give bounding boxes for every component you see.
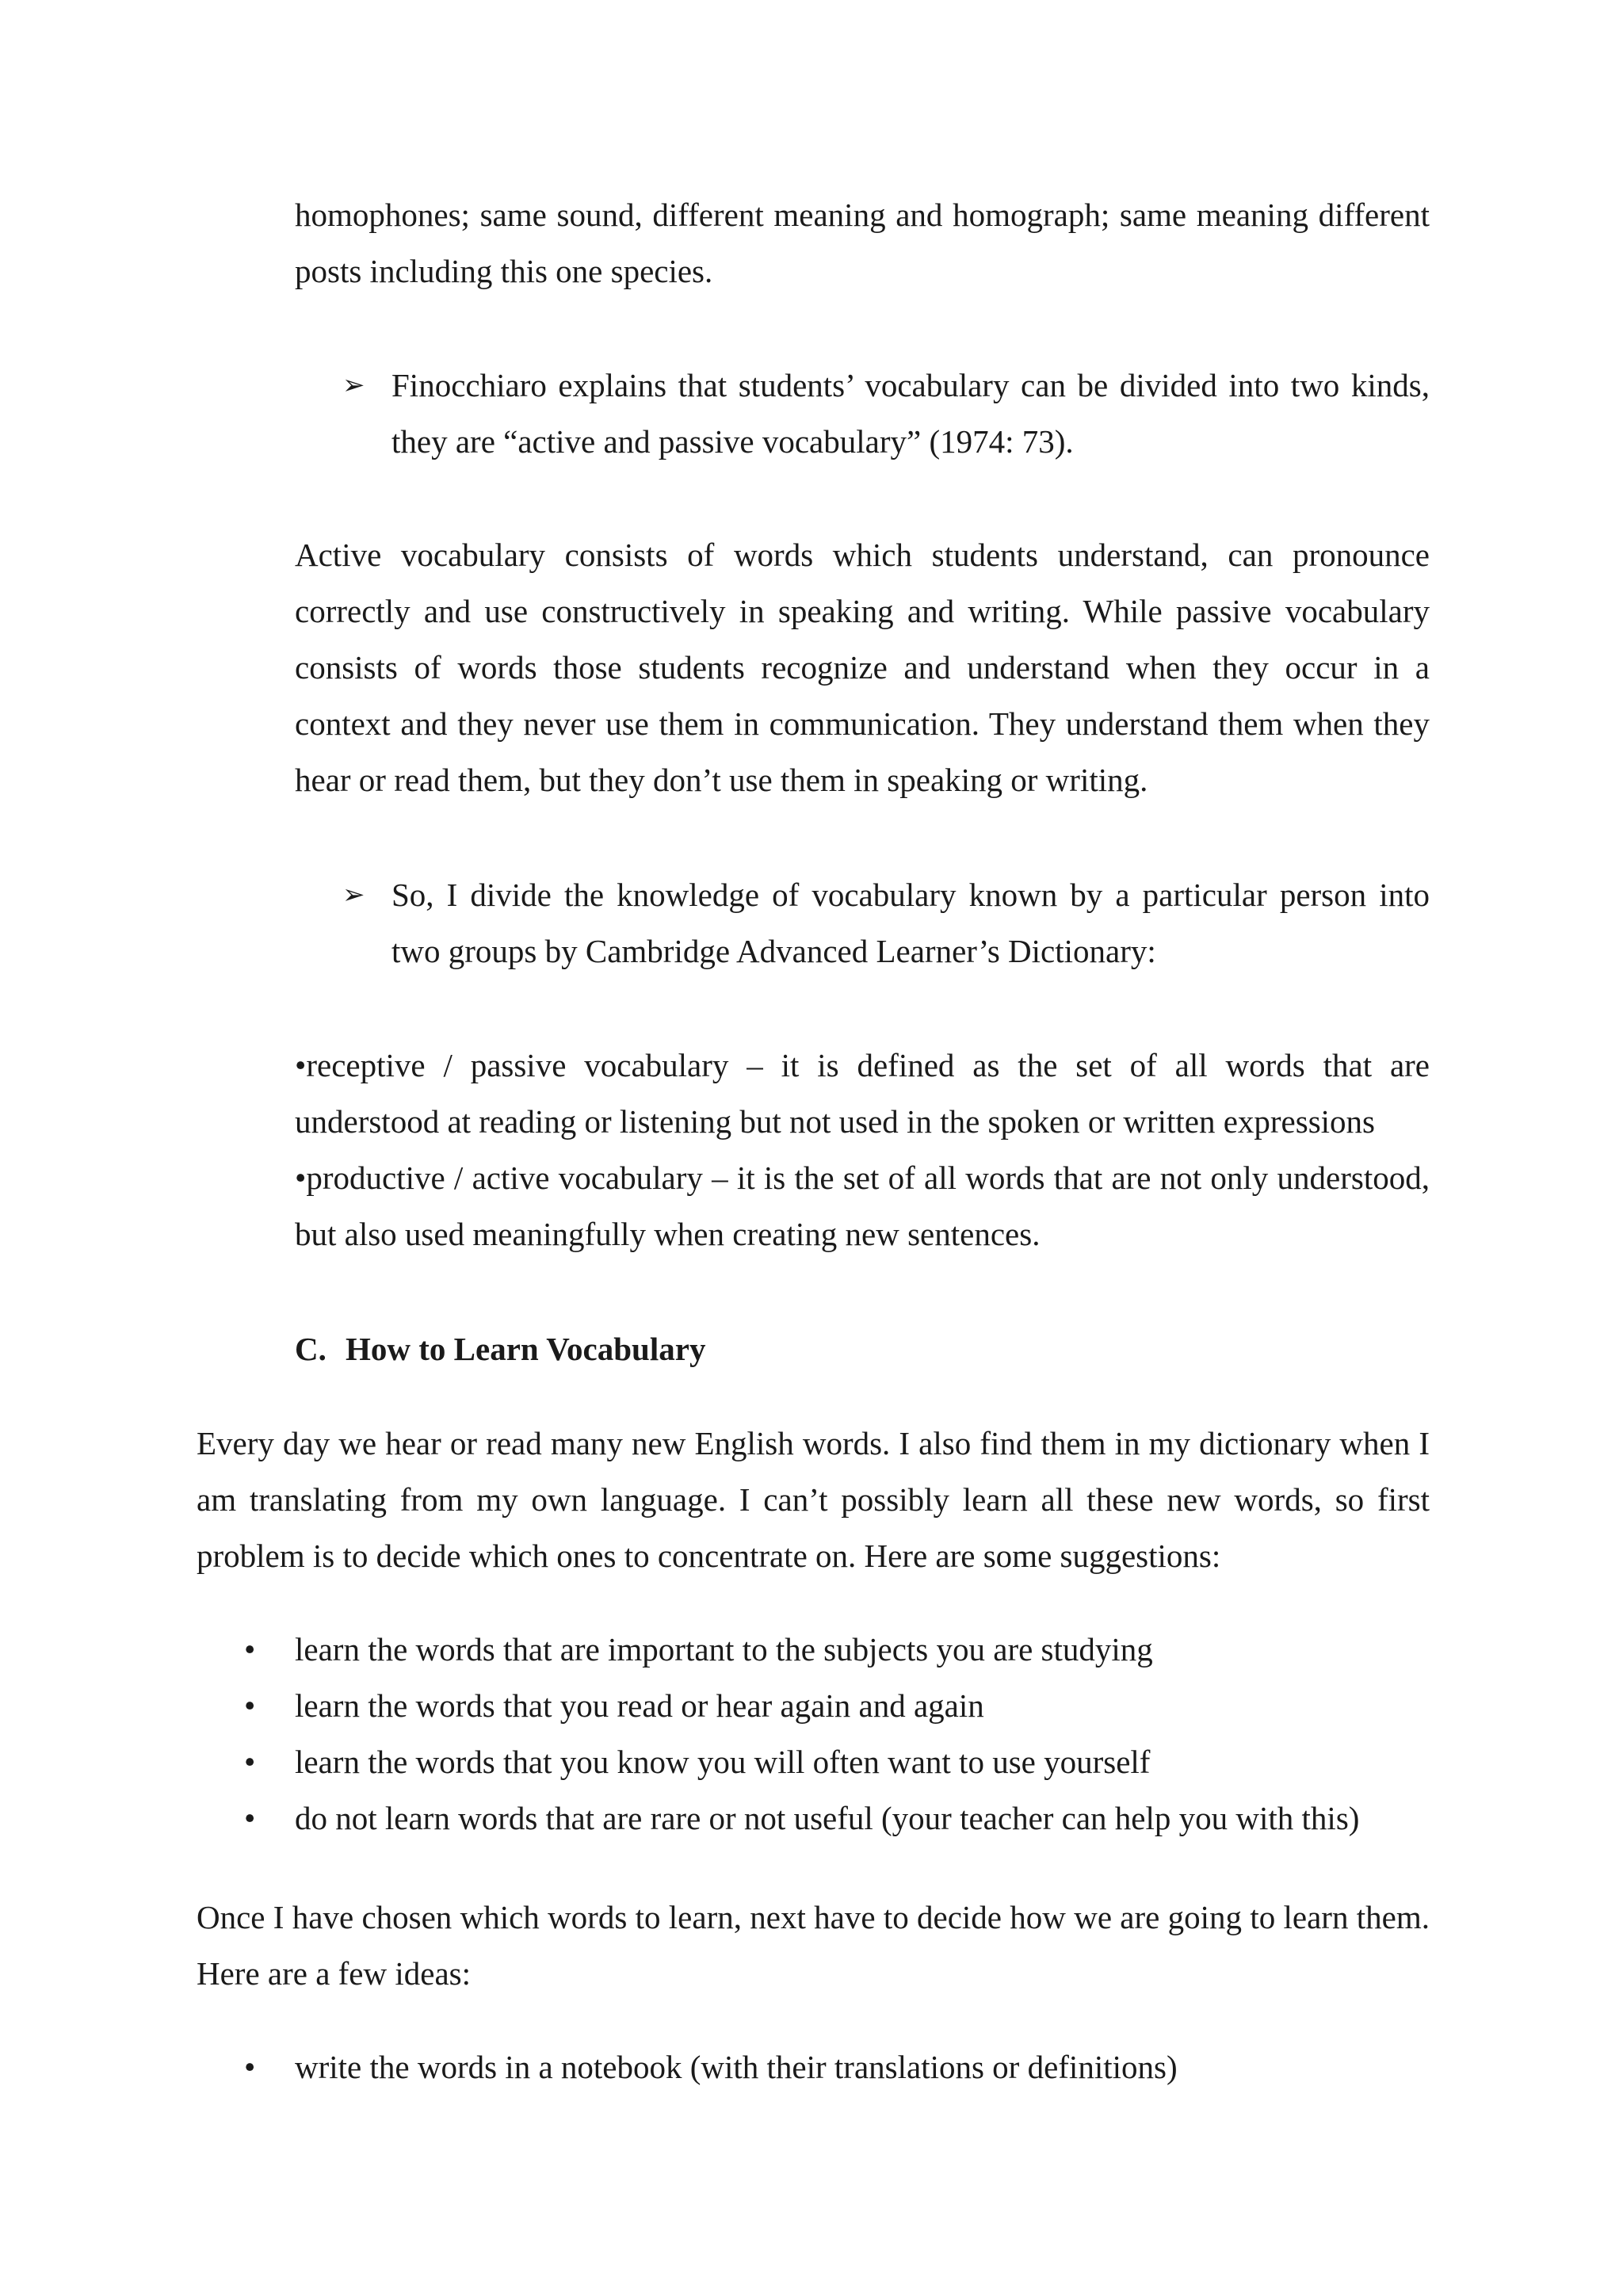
section-heading <box>295 1321 1430 1377</box>
section-heading-text: How to Learn Vocabulary <box>346 1331 706 1367</box>
bullet-icon: • <box>244 1687 256 1724</box>
arrow-list-item <box>342 867 1430 980</box>
suggestions-list <box>197 1622 1430 1847</box>
arrow-bullet-icon: ➢ <box>342 879 365 911</box>
active-vocabulary-paragraph: Active vocabulary consists of words which students understand, can pronounce correctly and use constructively in speaking and writing. While passive vocabulary consists of words those students recognize and understand when they occur in a context and they never use them in communication. They understand them when they hear or read them, but they don’t use them in speaking or writing. <box>295 537 1430 798</box>
bullet-icon: • <box>244 1744 256 1780</box>
once-paragraph: Once I have chosen which words to learn, next have to decide how we are going to learn them. Here are a few ideas: <box>197 1899 1430 1992</box>
list-item-text: learn the words that are important to the subjects you are studying <box>295 1631 1153 1668</box>
list-item-text: do not learn words that are rare or not useful (your teacher can help you with this) <box>295 1800 1360 1836</box>
list-item <box>197 1622 1430 1678</box>
bullet-icon: • <box>244 1800 256 1836</box>
list-item <box>197 2039 1430 2095</box>
list-item-text: learn the words that you read or hear again and again <box>295 1687 984 1724</box>
list-item <box>197 1734 1430 1790</box>
arrow-bullet-icon: ➢ <box>342 369 365 401</box>
arrow-item-text: So, I divide the knowledge of vocabulary known by a particular person into two groups by Cambridge Advanced Learner’s Dictionary: <box>391 877 1430 969</box>
list-item <box>197 1790 1430 1847</box>
list-item <box>197 1678 1430 1734</box>
vocabulary-kinds <box>295 1037 1430 1263</box>
continuation-paragraph: homophones; same sound, different meaning and homograph; same meaning different posts including this one species. <box>295 197 1430 289</box>
bullet-icon: • <box>244 2049 256 2085</box>
bullet-icon: • <box>244 1631 256 1668</box>
receptive-vocabulary-paragraph: •receptive / passive vocabulary – it is defined as the set of all words that are understood at reading or listening but not used in the spoken or written expressions <box>295 1047 1430 1140</box>
every-day-paragraph: Every day we hear or read many new English words. I also find them in my dictionary when I am translating from my own language. I can’t possibly learn all these new words, so first problem is to decide which ones to concentrate on. Here are some suggestions: <box>197 1425 1430 1574</box>
ideas-list <box>197 2039 1430 2095</box>
productive-vocabulary-paragraph: •productive / active vocabulary – it is the set of all words that are not only understood, but also used meaningfully when creating new sentences. <box>295 1159 1430 1252</box>
section-heading-marker: C. <box>295 1331 327 1367</box>
arrow-list-item <box>342 357 1430 470</box>
arrow-item-text: Finocchiaro explains that students’ vocabulary can be divided into two kinds, they are “active and passive vocabulary” (1974: 73). <box>391 367 1430 460</box>
list-item-text: learn the words that you know you will often want to use yourself <box>295 1744 1151 1780</box>
list-item-text: write the words in a notebook (with their translations or definitions) <box>295 2049 1178 2085</box>
